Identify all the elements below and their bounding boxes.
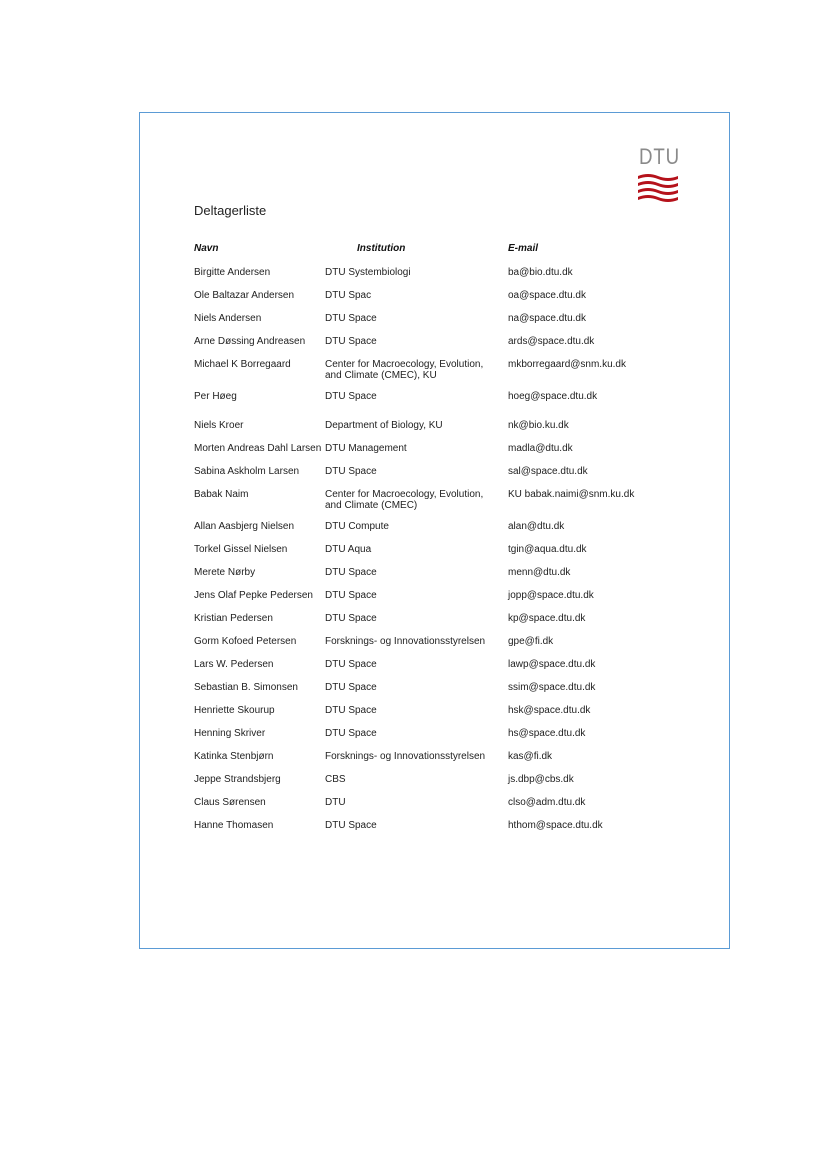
participant-name: Arne Døssing Andreasen — [194, 336, 306, 347]
dtu-wave-mark-icon — [638, 172, 678, 202]
participant-email: ssim@space.dtu.dk — [508, 682, 596, 693]
participant-institution — [325, 359, 483, 381]
institution-line: Center for Macroecology, Evolution, — [325, 359, 484, 370]
participant-name: Ole Baltazar Andersen — [194, 290, 295, 301]
participant-email: alan@dtu.dk — [508, 521, 565, 532]
participant-email: KU babak.naimi@snm.ku.dk — [508, 489, 635, 500]
participant-row — [194, 420, 714, 443]
participant-institution — [325, 659, 377, 670]
participant-row — [194, 728, 714, 751]
wave-stripe — [638, 174, 678, 181]
participant-email: js.dbp@cbs.dk — [508, 774, 574, 785]
participant-name: Lars W. Pedersen — [194, 659, 274, 670]
participant-name: Claus Sørensen — [194, 797, 266, 808]
participant-row — [194, 313, 714, 336]
wave-stripe — [638, 188, 678, 195]
institution-line: DTU Space — [325, 466, 377, 477]
institution-line: DTU Space — [325, 313, 377, 324]
institution-line-2: and Climate (CMEC), KU — [325, 370, 437, 381]
participant-name: Kristian Pedersen — [194, 613, 273, 624]
participant-institution — [325, 336, 377, 347]
participant-name: Jens Olaf Pepke Pedersen — [194, 590, 313, 601]
participant-institution — [325, 466, 377, 477]
column-header-name: Navn — [194, 243, 219, 254]
institution-line: DTU Space — [325, 336, 377, 347]
participant-institution — [325, 613, 377, 624]
participant-email: na@space.dtu.dk — [508, 313, 586, 324]
participant-row — [194, 544, 714, 567]
participant-institution — [325, 820, 377, 831]
participant-row — [194, 751, 714, 774]
participant-name: Per Høeg — [194, 391, 237, 402]
participant-name: Sabina Askholm Larsen — [194, 466, 300, 477]
participant-row — [194, 267, 714, 290]
participant-row — [194, 797, 714, 820]
participant-email: sal@space.dtu.dk — [508, 466, 588, 477]
participant-list — [194, 267, 714, 843]
participant-name: Torkel Gissel Nielsen — [194, 544, 288, 555]
participant-row — [194, 820, 714, 843]
institution-line: DTU Space — [325, 659, 377, 670]
participant-email: kas@fi.dk — [508, 751, 553, 762]
wave-stripe — [638, 181, 678, 188]
participant-institution — [325, 590, 377, 601]
participant-email: nk@bio.ku.dk — [508, 420, 569, 431]
column-header-institution: Institution — [357, 243, 406, 254]
participant-name: Henning Skriver — [194, 728, 266, 739]
participant-name: Henriette Skourup — [194, 705, 275, 716]
participant-institution — [325, 682, 377, 693]
participant-name: Babak Naim — [194, 489, 249, 500]
participant-row — [194, 682, 714, 705]
participant-institution — [325, 313, 377, 324]
institution-line: Center for Macroecology, Evolution, — [325, 489, 484, 500]
institution-line: DTU — [325, 797, 346, 808]
participant-institution — [325, 391, 377, 402]
participant-email: clso@adm.dtu.dk — [508, 797, 586, 808]
participant-institution — [325, 797, 346, 808]
document-frame — [139, 112, 730, 949]
participant-email: ards@space.dtu.dk — [508, 336, 595, 347]
institution-line: DTU Space — [325, 567, 377, 578]
participant-email: hs@space.dtu.dk — [508, 728, 586, 739]
participant-row — [194, 466, 714, 489]
institution-line: DTU Space — [325, 728, 377, 739]
participant-email: kp@space.dtu.dk — [508, 613, 586, 624]
participant-institution — [325, 267, 411, 278]
participant-institution — [325, 489, 483, 511]
institution-line: Department of Biology, KU — [325, 420, 443, 431]
participant-email: tgin@aqua.dtu.dk — [508, 544, 587, 555]
logo-text: DTU — [639, 144, 680, 169]
participant-institution — [325, 290, 371, 301]
participant-row — [194, 391, 714, 420]
participant-name: Sebastian B. Simonsen — [194, 682, 298, 693]
participant-row — [194, 774, 714, 797]
participant-institution — [325, 544, 371, 555]
institution-line: DTU Space — [325, 613, 377, 624]
institution-line: DTU Aqua — [325, 544, 372, 555]
participant-institution — [325, 774, 346, 785]
participant-row — [194, 590, 714, 613]
participant-name: Niels Kroer — [194, 420, 244, 431]
participant-email: ba@bio.dtu.dk — [508, 267, 573, 278]
institution-line: DTU Space — [325, 705, 377, 716]
participant-name: Allan Aasbjerg Nielsen — [194, 521, 295, 532]
wave-stripe — [638, 195, 678, 202]
institution-line: DTU Space — [325, 391, 377, 402]
participant-email: madla@dtu.dk — [508, 443, 573, 454]
participant-email: lawp@space.dtu.dk — [508, 659, 596, 670]
institution-line: Forsknings- og Innovationsstyrelsen — [325, 751, 486, 762]
participant-email: gpe@fi.dk — [508, 636, 554, 647]
participant-row — [194, 659, 714, 682]
participant-name: Merete Nørby — [194, 567, 256, 578]
institution-line: DTU Management — [325, 443, 407, 454]
column-header-email: E-mail — [508, 243, 539, 254]
institution-line: DTU Systembiologi — [325, 267, 411, 278]
institution-line-2: and Climate (CMEC) — [325, 500, 418, 511]
participant-email: jopp@space.dtu.dk — [508, 590, 594, 601]
participant-email: menn@dtu.dk — [508, 567, 571, 578]
participant-institution — [325, 420, 443, 431]
participant-row — [194, 636, 714, 659]
participant-email: hthom@space.dtu.dk — [508, 820, 603, 831]
institution-line: Forsknings- og Innovationsstyrelsen — [325, 636, 486, 647]
participant-row — [194, 705, 714, 728]
participant-name: Jeppe Strandsbjerg — [194, 774, 281, 785]
participant-name: Birgitte Andersen — [194, 267, 271, 278]
participant-institution — [325, 521, 389, 532]
participant-row — [194, 489, 714, 521]
institution-line: DTU Spac — [325, 290, 372, 301]
participant-institution — [325, 728, 377, 739]
participant-institution — [325, 443, 407, 454]
participant-name: Hanne Thomasen — [194, 820, 274, 831]
document-title: Deltagerliste — [194, 203, 267, 218]
institution-line: DTU Compute — [325, 521, 389, 532]
dtu-logo — [638, 146, 678, 202]
participant-institution — [325, 567, 377, 578]
participant-row — [194, 359, 714, 391]
participant-email: mkborregaard@snm.ku.dk — [508, 359, 626, 370]
institution-line: DTU Space — [325, 682, 377, 693]
participant-email: hoeg@space.dtu.dk — [508, 391, 598, 402]
participant-email: hsk@space.dtu.dk — [508, 705, 591, 716]
participant-institution — [325, 751, 485, 762]
participant-row — [194, 567, 714, 590]
participant-name: Gorm Kofoed Petersen — [194, 636, 297, 647]
participant-name: Morten Andreas Dahl Larsen — [194, 443, 322, 454]
institution-line: DTU Space — [325, 590, 377, 601]
participant-row — [194, 521, 714, 544]
participant-row — [194, 336, 714, 359]
institution-line: DTU Space — [325, 820, 377, 831]
participant-row — [194, 443, 714, 466]
participant-row — [194, 613, 714, 636]
participant-row — [194, 290, 714, 313]
participant-name: Michael K Borregaard — [194, 359, 291, 370]
participant-name: Niels Andersen — [194, 313, 262, 324]
institution-line: CBS — [325, 774, 346, 785]
participant-institution — [325, 705, 377, 716]
participant-name: Katinka Stenbjørn — [194, 751, 274, 762]
participant-institution — [325, 636, 485, 647]
participant-email: oa@space.dtu.dk — [508, 290, 586, 301]
